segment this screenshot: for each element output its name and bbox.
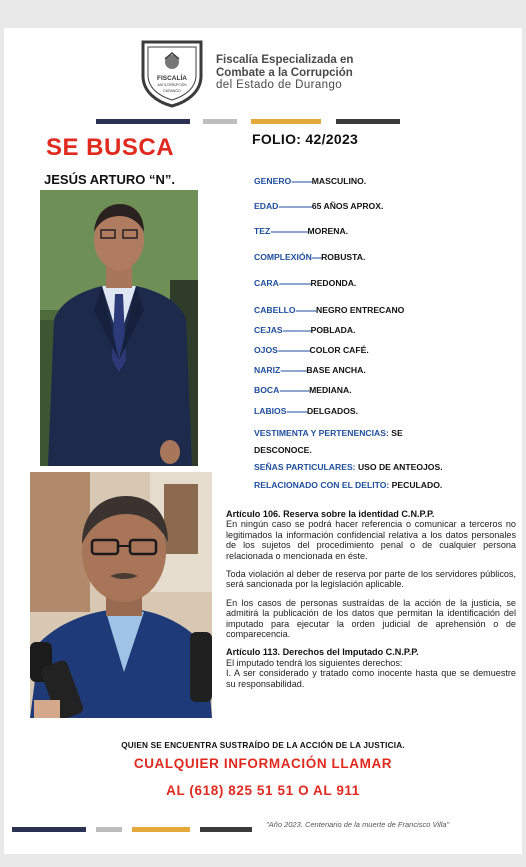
field-label: COMPLEXIÓN	[254, 252, 312, 262]
fiscalia-seal-logo	[137, 38, 207, 108]
field-value: NEGRO ENTRECANO	[316, 305, 405, 315]
stripe-gold	[251, 119, 321, 124]
field-value: 65 AÑOS APROX.	[311, 201, 384, 211]
field-dash: -----	[311, 252, 322, 262]
field-dash: -----------	[295, 305, 317, 315]
field-tez	[254, 226, 348, 236]
field-dash: -----------------	[277, 345, 310, 355]
field-value: PECULADO.	[391, 480, 443, 490]
field-label: CARA	[254, 278, 279, 288]
agency-line-2: Combate a la Corrupción	[216, 66, 353, 79]
art113-paragraph-2: I. A ser considerado y tratado como inocente hasta que se demuestre su responsabilidad.	[226, 668, 516, 689]
field-value: MEDIANA.	[309, 385, 352, 395]
field-cejas	[254, 325, 355, 335]
field-cara	[254, 278, 356, 288]
field-value: POBLADA.	[310, 325, 356, 335]
field-label: OJOS	[254, 345, 278, 355]
field-vestimenta	[254, 428, 403, 438]
art113-paragraph-1: El imputado tendrá los siguientes derechos:	[226, 657, 403, 668]
field-label: RELACIONADO CON EL DELITO:	[254, 480, 390, 490]
field-label: CABELLO	[254, 305, 296, 315]
field-value: MORENA.	[307, 226, 349, 236]
suspect-photo-full	[40, 190, 198, 466]
field-value: BASE ANCHA.	[306, 365, 366, 375]
field-ojos	[254, 345, 369, 355]
art113-title: Artículo 113. Derechos del Imputado C.N.P.P.	[226, 647, 419, 658]
legal-text	[226, 509, 516, 689]
field-label: BOCA	[254, 385, 280, 395]
field-dash: -----------------	[278, 278, 311, 288]
field-label: CEJAS	[254, 325, 283, 335]
field-delito	[254, 480, 442, 490]
art106-paragraph-2: Toda violación al deber de reserva por parte de los servidores públicos, será sancionada por la legislación aplicable.	[226, 569, 516, 590]
field-value: SE	[391, 428, 403, 438]
field-value: DESCONOCE.	[254, 445, 312, 455]
agency-name	[216, 54, 353, 92]
wanted-title: SE BUSCA	[46, 134, 175, 161]
seal-text-3: DURANGO	[163, 89, 181, 93]
field-edad	[254, 201, 383, 211]
field-value: COLOR CAFÉ.	[309, 345, 369, 355]
field-genero	[254, 176, 366, 186]
field-label: SEÑAS PARTICULARES:	[254, 462, 356, 472]
field-dash: -----------	[286, 406, 307, 416]
field-value: DELGADOS.	[306, 406, 359, 416]
field-nariz	[254, 365, 366, 375]
field-senas	[254, 462, 443, 472]
field-value: MASCULINO.	[311, 176, 367, 186]
stripe-gray	[203, 119, 237, 124]
field-dash: ----------------	[279, 385, 310, 395]
year-motto: "Año 2023. Centenario de la muerte de Francisco Villa"	[266, 820, 450, 829]
seal-text-2: ANTICORRUPCIÓN	[157, 83, 187, 87]
footer-call-info: CUALQUIER INFORMACIÓN LLAMAR	[133, 756, 393, 771]
stripe-dark	[336, 119, 400, 124]
footer-notice: QUIEN SE ENCUENTRA SUSTRAÍDO DE LA ACCIÓN DE LA JUSTICIA.	[121, 741, 405, 750]
field-label: VESTIMENTA Y PERTENENCIAS:	[254, 428, 389, 438]
field-dash: --------------------	[270, 226, 308, 236]
field-vestimenta-cont	[254, 445, 312, 455]
footer-phone-number: AL (618) 825 51 51 O AL 911	[166, 783, 360, 798]
art106-paragraph-1: En ningún caso se podrá hacer referencia o comunicar a terceros no legitimados la información confidencial relativa a los datos personales de los sujetos del procedimiento penal o de cualquier persona relacionada o mencionada en éste.	[226, 519, 516, 561]
suspect-photo-face	[30, 472, 212, 718]
field-label: GENERO	[254, 176, 292, 186]
field-boca	[254, 385, 352, 395]
stripe-gold	[132, 827, 190, 832]
person-name: JESÚS ARTURO “N”.	[44, 172, 175, 187]
field-dash: ------------------	[278, 201, 312, 211]
field-complexion	[254, 252, 365, 262]
agency-line-1: Fiscalía Especializada en	[216, 54, 354, 66]
field-labios	[254, 406, 358, 416]
agency-line-3: del Estado de Durango	[216, 79, 343, 91]
field-dash: ---------------	[282, 325, 311, 335]
stripe-dark	[200, 827, 252, 832]
field-cabello	[254, 305, 404, 315]
field-label: TEZ	[254, 226, 271, 236]
seal-text-1: FISCALÍA	[157, 75, 187, 82]
field-value: USO DE ANTEOJOS.	[357, 462, 443, 472]
field-label: EDAD	[254, 201, 279, 211]
stripe-navy	[12, 827, 86, 832]
art106-title: Artículo 106. Reserva sobre la identidad C.N.P.P.	[226, 509, 435, 519]
field-value: REDONDA.	[310, 278, 357, 288]
field-dash: -----------	[291, 176, 312, 186]
field-label: LABIOS	[254, 406, 287, 416]
folio-number: FOLIO: 42/2023	[252, 131, 359, 147]
field-dash: --------------	[280, 365, 307, 375]
stripe-navy	[96, 119, 190, 124]
wanted-poster	[4, 28, 522, 854]
field-label: NARIZ	[254, 365, 281, 375]
art106-paragraph-3: En los casos de personas sustraídas de la acción de la justicia, se admitirá la publicación de los datos que permitan la identificación del imputado para ejecutar la orden judicial de aprehensión o de comparecencia.	[226, 597, 516, 640]
field-value: ROBUSTA.	[321, 252, 366, 262]
stripe-gray	[96, 827, 122, 832]
